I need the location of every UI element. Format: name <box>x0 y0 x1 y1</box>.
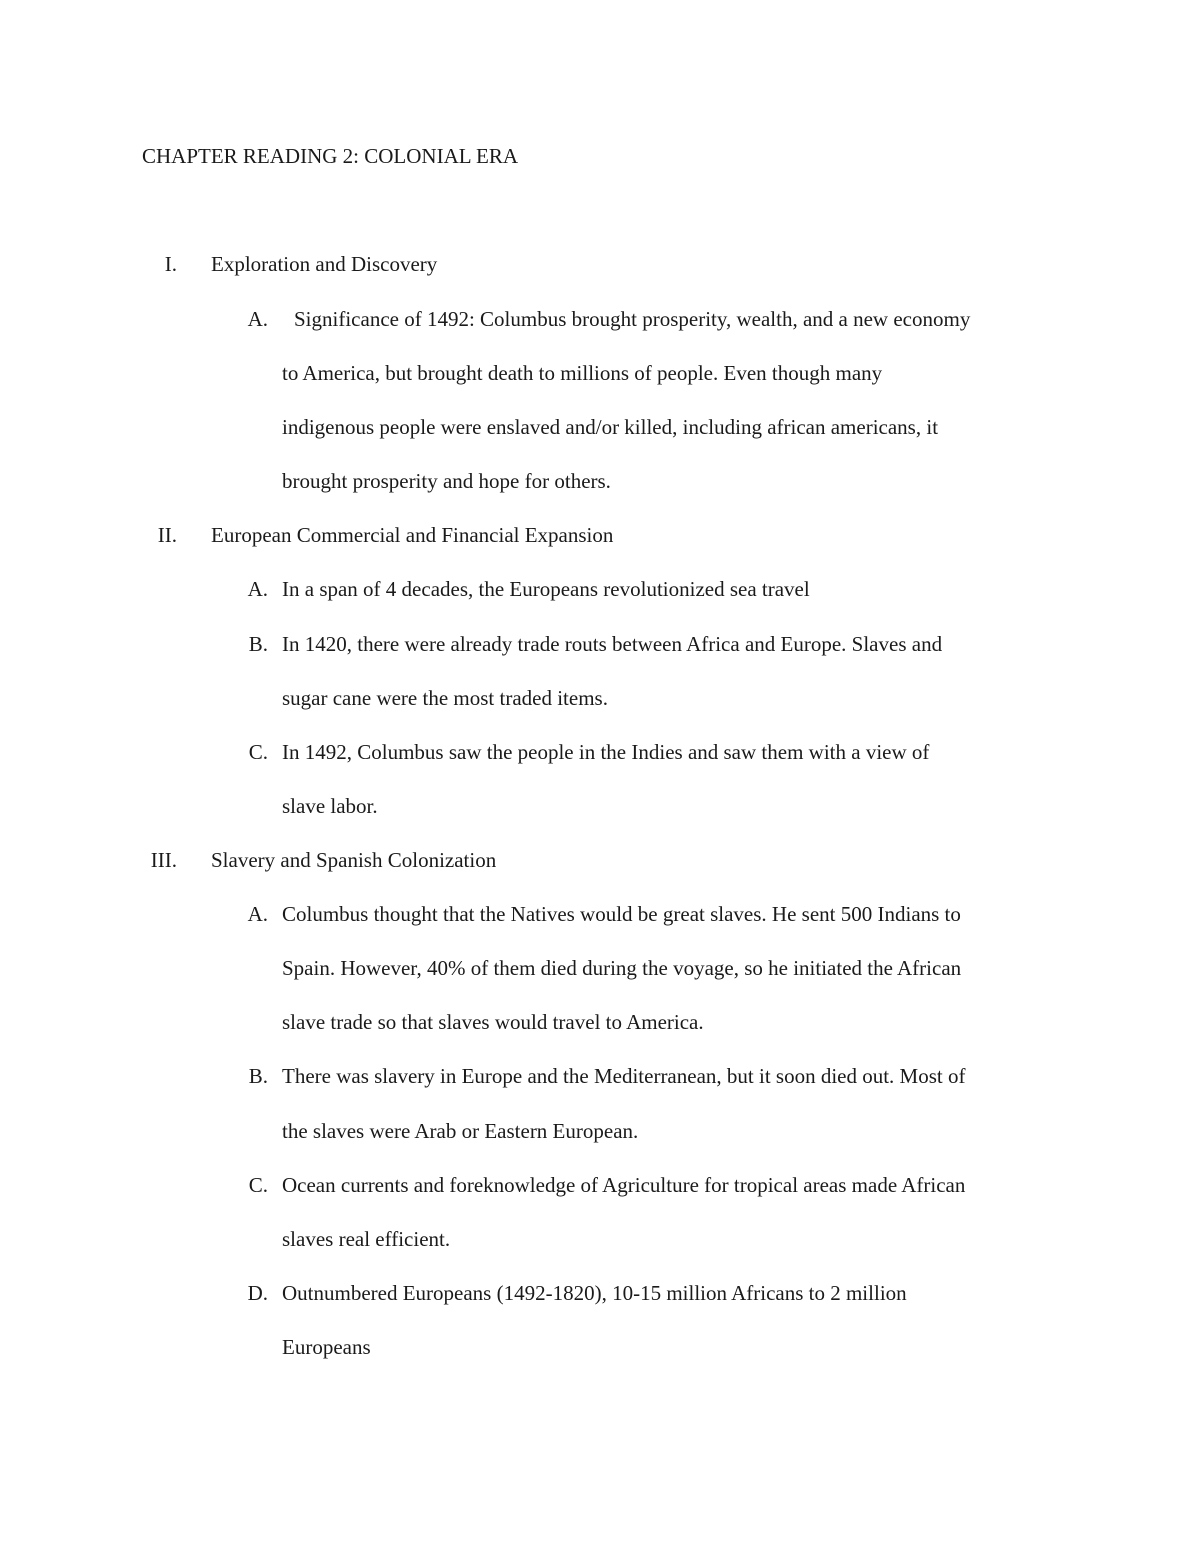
page-title: CHAPTER READING 2: COLONIAL ERA <box>142 144 519 168</box>
item-letter: B. <box>248 1064 268 1088</box>
item-line: slave trade so that slaves would travel to America. <box>282 1010 704 1034</box>
item-letter: C. <box>248 740 268 764</box>
section-heading: European Commercial and Financial Expansion <box>211 523 614 547</box>
item-letter: D. <box>247 1281 268 1305</box>
item-line: slave labor. <box>282 794 378 818</box>
item-letter: A. <box>247 307 268 331</box>
item-line: slaves real efficient. <box>282 1227 451 1251</box>
item-line: brought prosperity and hope for others. <box>282 469 611 493</box>
section-heading: Slavery and Spanish Colonization <box>211 848 497 872</box>
item-line: Columbus thought that the Natives would be great slaves. He sent 500 Indians to <box>282 902 961 926</box>
section-numeral: III. <box>150 848 177 872</box>
item-line: Ocean currents and foreknowledge of Agriculture for tropical areas made African <box>282 1173 966 1197</box>
item-line: Europeans <box>282 1335 371 1359</box>
item-letter: B. <box>248 632 268 656</box>
item-line: sugar cane were the most traded items. <box>282 686 608 710</box>
item-line: Significance of 1492: Columbus brought prosperity, wealth, and a new economy <box>294 307 971 331</box>
section-numeral: II. <box>157 523 177 547</box>
section-numeral: I. <box>164 252 177 276</box>
item-line: Outnumbered Europeans (1492-1820), 10-15 million Africans to 2 million <box>282 1281 907 1305</box>
item-line: In a span of 4 decades, the Europeans revolutionized sea travel <box>282 577 810 601</box>
item-line: There was slavery in Europe and the Mediterranean, but it soon died out. Most of <box>282 1064 966 1088</box>
item-line: Spain. However, 40% of them died during the voyage, so he initiated the African <box>282 956 962 980</box>
item-letter: A. <box>247 902 268 926</box>
item-line: indigenous people were enslaved and/or killed, including african americans, it <box>282 415 939 439</box>
item-letter: C. <box>248 1173 268 1197</box>
item-line: to America, but brought death to millions of people. Even though many <box>282 361 883 385</box>
item-line: In 1492, Columbus saw the people in the Indies and saw them with a view of <box>282 740 930 764</box>
section-heading: Exploration and Discovery <box>211 252 438 276</box>
item-line: the slaves were Arab or Eastern European. <box>282 1119 639 1143</box>
item-line: In 1420, there were already trade routs between Africa and Europe. Slaves and <box>282 632 943 656</box>
item-letter: A. <box>247 577 268 601</box>
